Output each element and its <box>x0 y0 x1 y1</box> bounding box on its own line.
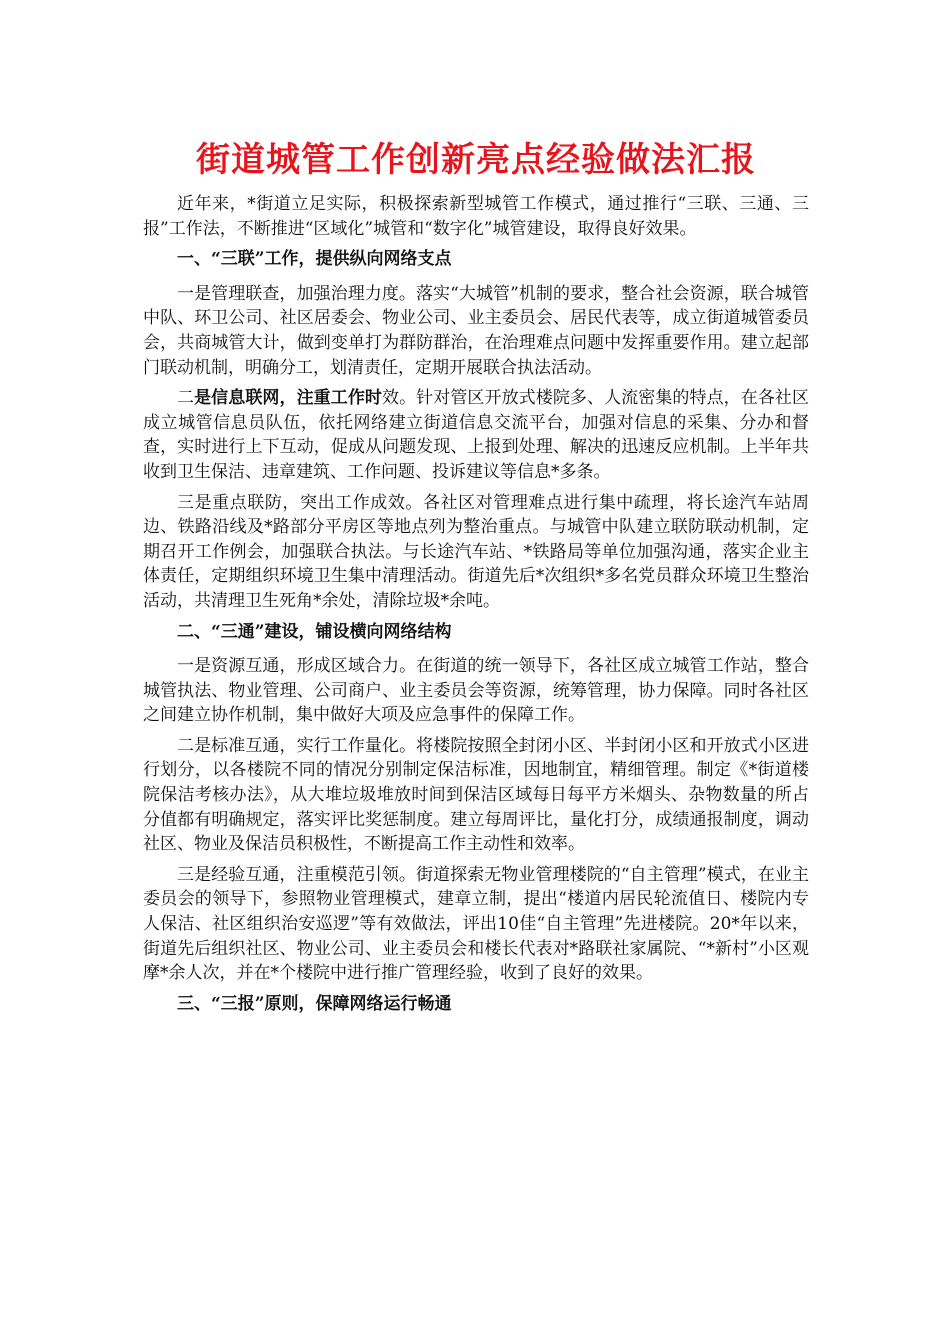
section-1-paragraph-3: 三是重点联防，突出工作成效。各社区对管理难点进行集中疏理，将长途汽车站周边、铁路沿线及*路部分平房区等地点列为整治重点。与城管中队建立联防联动机制，定期召开工作例会，加强联合执法。与长途汽车站、*铁路局等单位加强沟通，落实企业主体责任，定期组织环境卫生集中清理活动。街道先后*次组织*多名党员群众环境卫生整治活动，共清理卫生死角*余处，清除垃圾*余吨。 <box>143 492 809 611</box>
section-1-paragraph-2 <box>143 386 809 484</box>
section-2-paragraph-1: 一是资源互通，形成区域合力。在街道的统一领导下，各社区成立城管工作站，整合城管执法、物业管理、公司商户、业主委员会等资源，统筹管理，协力保障。同时各社区之间建立协作机制，集中做好大项及应急事件的保障工作。 <box>143 656 809 726</box>
section-2-heading: 二、“三通”建设，铺设横向网络结构 <box>177 621 452 642</box>
intro-paragraph: 近年来，*街道立足实际，积极探索新型城管工作模式，通过推行“三联、三通、三报”工作法，不断推进“区域化”城管和“数字化”城管建设，取得良好效果。 <box>143 194 809 239</box>
paragraph-prefix: 二 <box>177 388 195 409</box>
document-title: 街道城管工作创新亮点经验做法汇报 <box>196 140 756 180</box>
document-page <box>143 138 809 1026</box>
section-2-paragraph-3: 三是经验互通，注重模范引领。街道探索无物业管理楼院的“自主管理”模式，在业主委员会的领导下，参照物业管理模式，建章立制，提出“楼道内居民轮流值日、楼院内专人保洁、社区组织治安巡逻”等有效做法，评出10佳“自主管理”先进楼院。20*年以来，街道先后组织社区、物业公司、业主委员会和楼长代表对*路联社家属院、“*新村”小区观摩*余人次，并在*个楼院中进行推广管理经验，收到了良好的效果。 <box>143 864 809 984</box>
section-1-heading: 一、“三联”工作，提供纵向网络支点 <box>177 249 452 270</box>
section-3-heading: 三、“三报”原则，保障网络运行畅通 <box>177 993 452 1014</box>
section-1-paragraph-1: 一是管理联查，加强治理力度。落实“大城管”机制的要求，整合社会资源，联合城管中队、环卫公司、社区居委会、物业公司、业主委员会、居民代表等，成立街道城管委员会，共商城管大计，做到变单打为群防群治，在治理难点问题中发挥重要作用。建立起部门联动机制，明确分工，划清责任，定期开展联合执法活动。 <box>143 283 809 378</box>
paragraph-rest: 效。针对管区开放式楼院多、人流密集的特点，在各社区成立城管信息员队伍，依托网络建立街道信息交流平台，加强对信息的采集、分办和督查，实时进行上下互动，促成从问题发现、上报到处理、解决的迅速反应机制。上半年共收到卫生保洁、违章建筑、工作问题、投诉建议等信息*多条。 <box>143 388 810 482</box>
paragraph-bold-phrase: 是信息联网，注重工作时 <box>194 388 383 409</box>
section-2-paragraph-2: 二是标准互通，实行工作量化。将楼院按照全封闭小区、半封闭小区和开放式小区进行划分，以各楼院不同的情况分别制定保洁标准，因地制宜，精细管理。制定《*街道楼院保洁考核办法》，从大堆垃圾堆放时间到保洁区域每日每平方米烟头、杂物数量的所占分值都有明确规定，落实评比奖惩制度。建立每周评比，量化打分，成绩通报制度，调动社区、物业及保洁员积极性，不断提高工作主动性和效率。 <box>143 735 809 855</box>
